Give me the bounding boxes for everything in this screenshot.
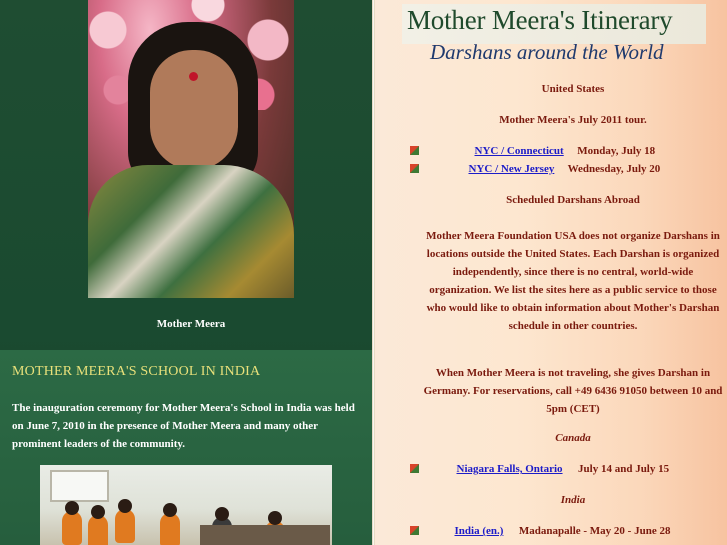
school-heading: MOTHER MEERA'S SCHOOL IN INDIA xyxy=(12,364,261,379)
child-head xyxy=(268,511,282,525)
child-figure xyxy=(160,513,180,545)
india-heading: India xyxy=(560,494,586,506)
child-head xyxy=(215,507,229,521)
event-row xyxy=(410,163,660,177)
portrait-sari xyxy=(88,165,294,298)
portrait-face xyxy=(150,50,238,170)
event-date: Madanapalle - May 20 - June 28 xyxy=(518,525,671,537)
bullet-icon xyxy=(410,146,419,155)
event-row xyxy=(410,525,670,539)
event-date: July 14 and July 15 xyxy=(578,463,670,475)
nyc-connecticut-link[interactable]: NYC / Connecticut xyxy=(474,145,564,157)
germany-description: When Mother Meera is not traveling, she gives Darshan in Germany. For reservations, call +49 6436 91050 between 10 and 5pm (CET) xyxy=(423,367,723,415)
page-subtitle: Darshans around the World xyxy=(430,40,664,64)
mother-meera-portrait xyxy=(88,0,294,298)
bullet-icon xyxy=(410,164,419,173)
child-head xyxy=(118,499,132,513)
us-heading: United States xyxy=(541,83,605,95)
portrait-bindi xyxy=(189,72,198,81)
right-panel xyxy=(375,0,727,545)
child-head xyxy=(91,505,105,519)
event-row xyxy=(410,463,669,477)
tour-heading: Mother Meera's July 2011 tour. xyxy=(499,114,647,126)
nyc-new-jersey-link[interactable]: NYC / New Jersey xyxy=(468,163,555,175)
niagara-falls-link[interactable]: Niagara Falls, Ontario xyxy=(456,463,563,475)
child-figure xyxy=(62,511,82,545)
school-description: The inauguration ceremony for Mother Meera's School in India was held on June 7, 2010 in the presence of Mother Meera and many other prominent leaders of the community. xyxy=(12,402,355,450)
bullet-icon xyxy=(410,526,419,535)
abroad-description: Mother Meera Foundation USA does not organize Darshans in locations outside the United States. Each Darshan is organized independently, since there is no central, world-wide organization. We list the sites here as a public service to those who would like to obtain information about Mother's Darshan schedule in other countries. xyxy=(426,230,720,332)
abroad-heading: Scheduled Darshans Abroad xyxy=(506,194,640,206)
portrait-caption: Mother Meera xyxy=(156,318,226,330)
child-figure xyxy=(115,509,135,543)
event-row xyxy=(410,145,655,159)
event-date: Monday, July 18 xyxy=(577,145,656,157)
classroom-photo xyxy=(40,465,332,545)
child-figure xyxy=(88,515,108,545)
page-title: Mother Meera's Itinerary xyxy=(407,5,673,35)
child-head xyxy=(163,503,177,517)
child-head xyxy=(65,501,79,515)
event-date: Wednesday, July 20 xyxy=(567,163,661,175)
canada-heading: Canada xyxy=(555,432,591,444)
classroom-window xyxy=(50,470,109,502)
india-link[interactable]: India (en.) xyxy=(454,525,504,537)
bullet-icon xyxy=(410,464,419,473)
classroom-desk xyxy=(200,525,330,545)
